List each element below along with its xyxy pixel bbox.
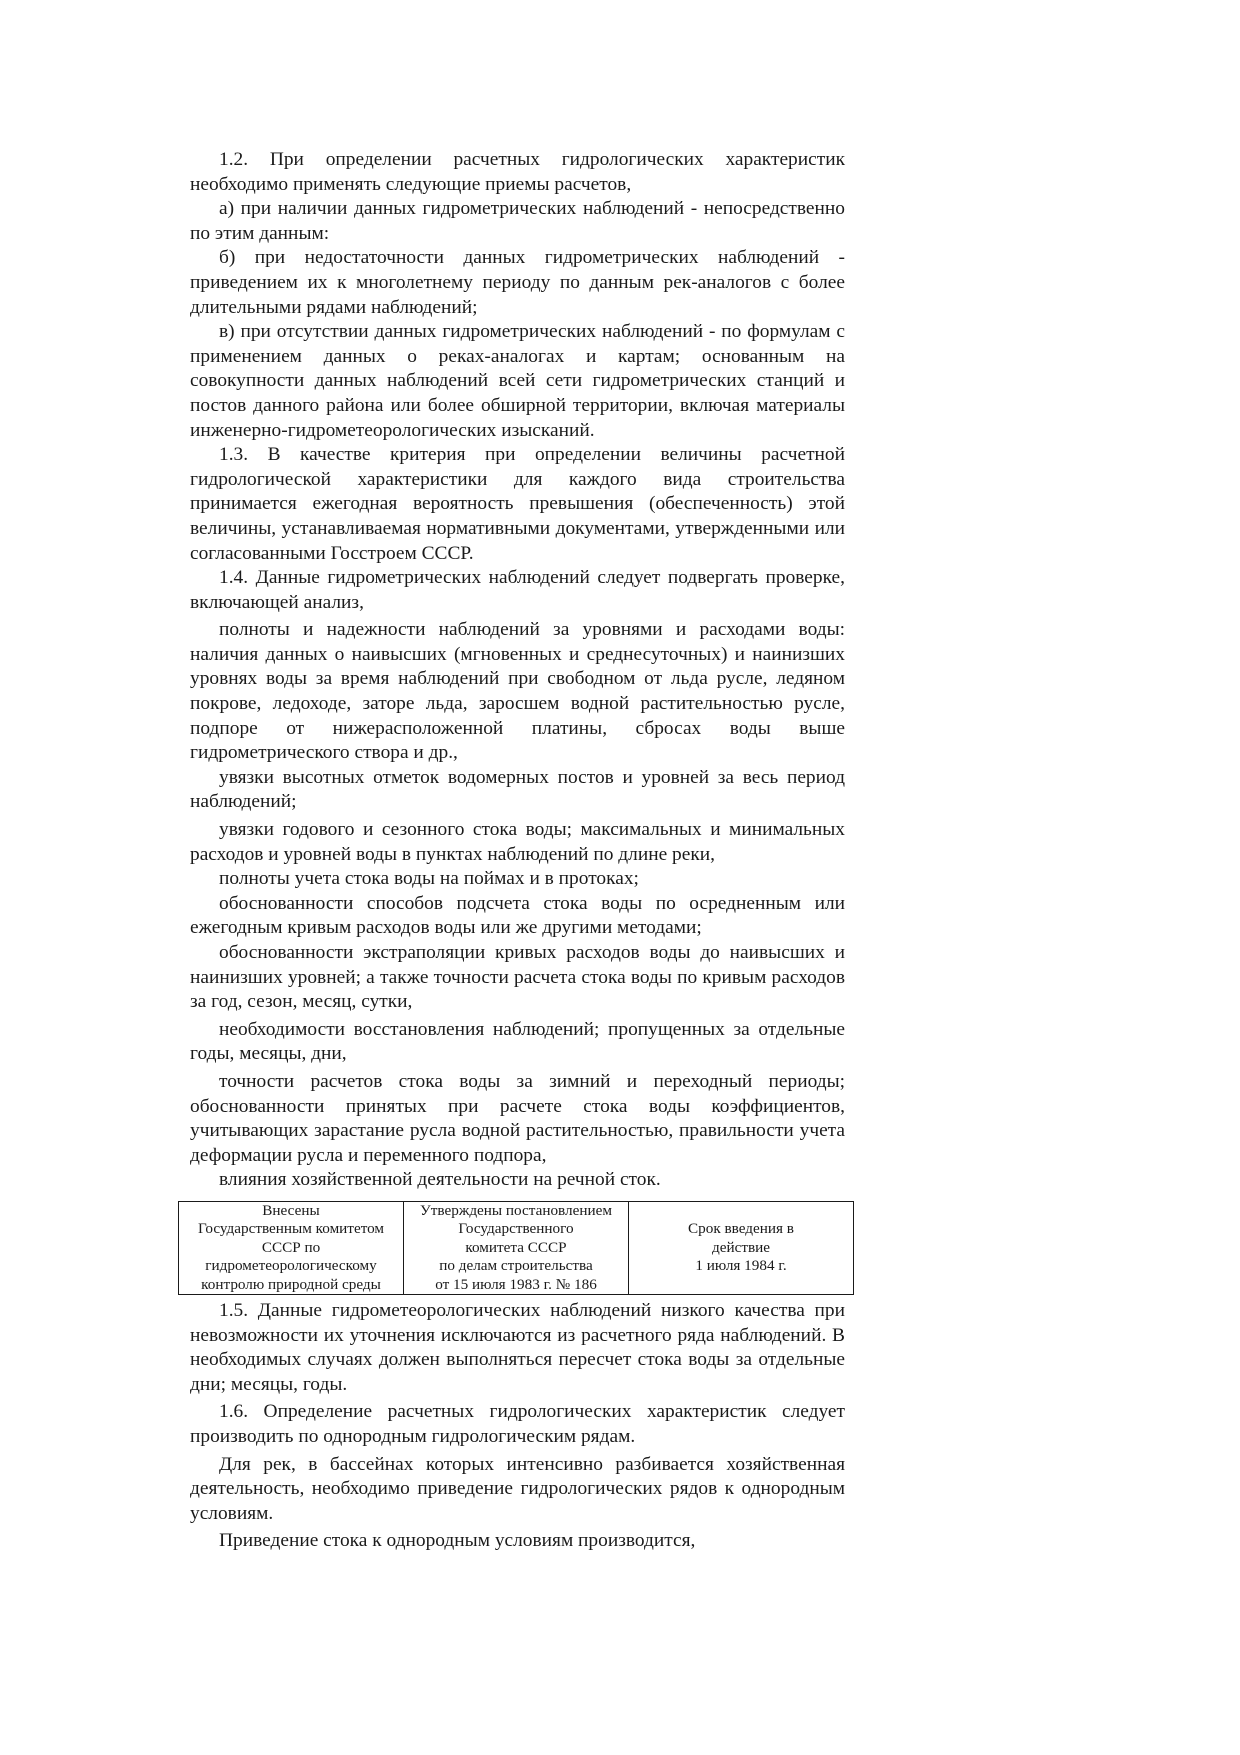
check-item-calculation-methods: обоснованности способов подсчета стока воды по осредненным или ежегодным кривым расходов воды или же другими методами; <box>190 892 845 939</box>
paragraph-1-2-a: а) при наличии данных гидрометрических наблюдений - непосредственно по этим данным: <box>190 198 845 244</box>
check-item-economic-influence: влияния хозяйственной деятельности на речной сток. <box>219 1169 661 1191</box>
approved-line: от 15 июля 1983 г. № 186 <box>435 1275 597 1293</box>
check-item-extrapolation: обоснованности экстраполяции кривых расходов воды до наивысших и наинизших уровней; а также точности расчета стока воды по кривым расходов за год, сезон, месяц, сутки, <box>190 942 845 1013</box>
document-page <box>190 148 845 1554</box>
introduced-line: СССР по <box>261 1238 321 1256</box>
effective-date-cell <box>629 1201 854 1294</box>
paragraph-1-2: 1.2. При определении расчетных гидрологических характеристик необходимо применять следующие приемы расчетов, <box>190 149 845 195</box>
paragraph-homogeneous-conditions: Для рек, в бассейнах которых интенсивно разбивается хозяйственная деятельность, необходимо приведение гидрологических рядов к однородным условиям. <box>190 1453 845 1524</box>
paragraph-1-3: 1.3. В качестве критерия при определении величины расчетной гидрологической характеристики для каждого вида строительства принимается ежегодная вероятность превышения (обеспеченность) этой величины, устанавливаемая нормативными документами, утвержденными или согласованными Госстроем СССР. <box>190 444 845 564</box>
check-item-restoration: необходимости восстановления наблюдений; пропущенных за отдельные годы, месяцы, дни, <box>190 1018 845 1065</box>
paragraph-runoff-reduction: Приведение стока к однородным условиям производится, <box>219 1530 696 1552</box>
introduced-line: гидрометеорологическому <box>205 1257 377 1275</box>
paragraph-1-4: 1.4. Данные гидрометрических наблюдений следует подвергать проверке, включающей анализ, <box>190 567 845 613</box>
approved-line: Утверждены постановлением <box>420 1201 612 1219</box>
effective-line: 1 июля 1984 г. <box>695 1257 787 1275</box>
check-item-winter-periods: точности расчетов стока воды за зимний и переходный периоды; обоснованности принятых при расчете стока воды коэффициентов, учитывающих зарастание русла водной растительностью, правильности учета деформации русла и переменного подпора, <box>190 1070 845 1166</box>
paragraph-1-6: 1.6. Определение расчетных гидрологических характеристик следует производить по однородным гидрологическим рядам. <box>190 1401 845 1447</box>
check-item-floodplain: полноты учета стока воды на поймах и в протоках; <box>219 868 639 890</box>
effective-line: действие <box>711 1238 770 1256</box>
check-item-elevations: увязки высотных отметок водомерных постов и уровней за весь период наблюдений; <box>190 766 845 813</box>
introduced-by-cell <box>179 1201 404 1294</box>
approved-line: Государственного <box>458 1220 574 1238</box>
approved-line: по делам строительства <box>439 1257 593 1275</box>
approved-line: комитета СССР <box>465 1238 567 1256</box>
paragraph-1-5: 1.5. Данные гидрометеорологических наблюдений низкого качества при невозможности их уточнения исключаются из расчетного ряда наблюдений. В необходимых случаях должен выполняться пересчет стока воды за отдельные дни; месяцы, годы. <box>190 1299 845 1395</box>
approval-stamp-table <box>178 1201 854 1295</box>
introduced-line: Внесены <box>262 1201 320 1219</box>
effective-line: Срок введения в <box>688 1220 794 1238</box>
paragraph-1-2-v: в) при отсутствии данных гидрометрических наблюдений - по формулам с применением данных о реках-аналогах и картам; основанным на совокупности данных наблюдений всей сети гидрометрических станций и постов данного района или более обширной территории, включая материалы инженерно-гидрометеорологических изысканий. <box>190 321 845 441</box>
introduced-line: контролю природной среды <box>201 1275 381 1293</box>
introduced-line: Государственным комитетом <box>197 1220 385 1238</box>
check-item-annual-runoff: увязки годового и сезонного стока воды; максимальных и минимальных расходов и уровней воды в пунктах наблюдений по длине реки, <box>190 819 845 865</box>
paragraph-1-2-b: б) при недостаточности данных гидрометрических наблюдений - приведением их к многолетнему периоду по данным рек-аналогов с более длительными рядами наблюдений; <box>190 247 845 318</box>
approved-by-cell <box>404 1201 629 1294</box>
check-item-completeness: полноты и надежности наблюдений за уровнями и расходами воды: наличия данных о наивысших (мгновенных и среднесуточных) и наинизших уровнях воды за время наблюдений при свободном от льда русле, ледяном покрове, ледоходе, заторе льда, заросшем водной растительностью русле, подпоре от нижерасположенной платины, сбросах воды выше гидрометрического створа и др., <box>190 619 845 764</box>
